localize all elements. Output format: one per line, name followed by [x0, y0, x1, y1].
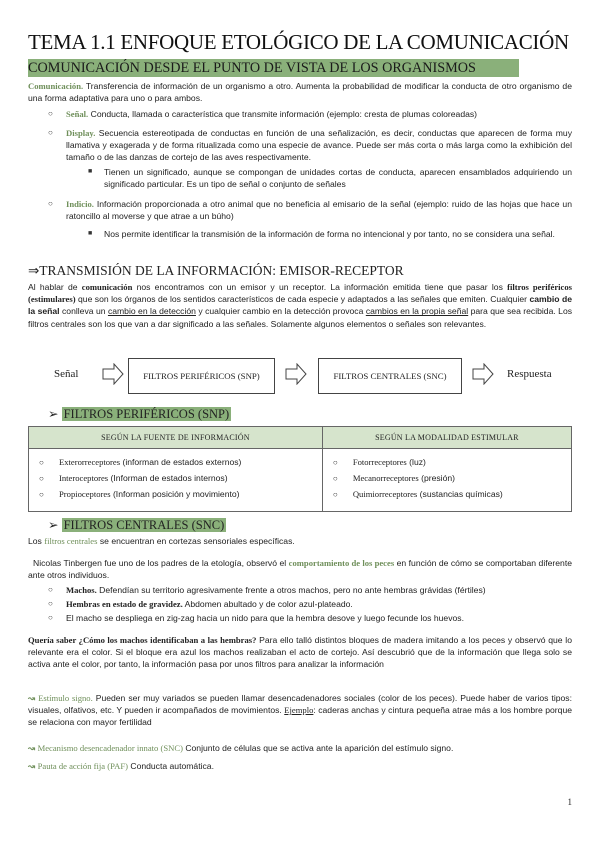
text-run: Conducta automática. — [127, 761, 214, 771]
text-run: Abdomen abultado y de color azul-plateado. — [182, 599, 353, 609]
arrowhead-bullet-icon: ➢ — [48, 518, 59, 532]
display-text: Secuencia estereotipada de conductas en función de una señalización, es decir, conductas que aparecen de forma muy llamativa y exagerada y de forma ritualizada como una especie de avance. Puede ser más corta o más larga como la exhibición del tamaño o de las danzas de cortejo de las aves respectivamente. — [66, 128, 572, 163]
receptor-desc: (luz) — [406, 457, 426, 467]
list-item — [39, 487, 322, 503]
table-header: SEGÚN LA FUENTE DE INFORMACIÓN — [29, 427, 323, 449]
circle-bullet-icon: ○ — [48, 199, 53, 208]
flow-start-label: Señal — [54, 368, 79, 380]
display-sub-item: Tienen un significado, aunque se compongan de unidades cortas de conducta, aparecen ensamblados adquiriendo un significado particular. Es un tipo de señal o conjunto de señales — [104, 167, 572, 190]
page-number: 1 — [567, 797, 572, 807]
paf-term: Pauta de acción fija (PAF) — [37, 761, 128, 771]
circle-bullet-icon: ○ — [39, 489, 44, 499]
bullet-zigzag — [66, 612, 572, 624]
receptor-name: Quimiorreceptores — [352, 488, 418, 499]
bold-run: cambio de la señal — [28, 294, 572, 317]
list-item — [39, 471, 322, 487]
question-paragraph — [28, 634, 572, 671]
bold-run: Hembras en estado de gravidez. — [66, 599, 183, 609]
squiggle-arrow-icon: ↝ — [28, 693, 36, 703]
flow-end-label: Respuesta — [507, 368, 552, 380]
flow-box-snc: FILTROS CENTRALES (SNC) — [318, 358, 462, 394]
table-cell-fuente — [29, 449, 323, 512]
circle-bullet-icon: ○ — [332, 473, 338, 483]
circle-bullet-icon: ○ — [48, 599, 53, 608]
squiggle-arrow-icon: ↝ — [28, 743, 36, 753]
bold-run: filtros periféricos (estimulares) — [28, 282, 573, 305]
text-run: Conjunto de células que se activa ante la aparición del estímulo signo. — [182, 743, 454, 753]
estimulo-paragraph — [28, 692, 572, 729]
text-run: : caderas anchas y cintura pequeña atrae más a los hombre porque se relaciona con mayor fertilidad — [28, 705, 573, 728]
list-item — [333, 487, 571, 503]
display-term: Display. — [66, 128, 96, 138]
underlined-run: cambio en la detección — [107, 306, 196, 317]
bold-run: Machos. — [66, 585, 97, 595]
circle-bullet-icon: ○ — [48, 128, 53, 137]
receptor-desc: (presión) — [418, 472, 455, 483]
text-run: Pueden ser muy variados se pueden llamar desencadenadores sociales (color de los peces). Puede haber de varios tipos: visuales, olfativos, etc. Y pueden ir acompañados de movimientos. — [28, 693, 572, 716]
receptor-name: Interoceptores — [59, 472, 109, 483]
text-run: para que sea recibida. Los filtros centrales son los que van a dar significado a las señales. Solamente algunos elementos o señales son relevantes. — [28, 306, 573, 329]
indicio-item — [66, 198, 572, 222]
circle-bullet-icon: ○ — [48, 613, 53, 622]
bold-run: comunicación — [81, 282, 133, 292]
indicio-term: Indicio. — [66, 199, 94, 209]
circle-bullet-icon: ○ — [39, 458, 44, 467]
senal-term: Señal. — [66, 109, 89, 119]
square-bullet-icon: ■ — [88, 230, 93, 237]
comunicacion-text: Transferencia de información de un organismo a otro. Aumenta la probabilidad de modificar la conducta de otro organismo de una forma adaptativa para uno o para ambos. — [28, 81, 572, 104]
text-run: que son los órganos de los sentidos característicos de cada especie y adaptados a las señales que emiten. Cualquier — [75, 294, 530, 305]
circle-bullet-icon: ○ — [39, 473, 44, 483]
receptor-name: Fotorreceptores — [352, 457, 407, 467]
table-cell-modalidad — [322, 449, 571, 512]
text-run: Al hablar de — [28, 282, 82, 292]
circle-bullet-icon: ○ — [332, 458, 338, 467]
receptor-desc: (informan de estados externos) — [120, 457, 242, 467]
receptor-desc: (Informan posición y movimiento) — [110, 488, 240, 499]
transmision-paragraph — [28, 281, 572, 330]
filters-table — [28, 426, 572, 512]
text-run: Defendían su territorio agresivamente frente a otros machos, pero no ante hembras grávidas (fértiles) — [96, 585, 486, 595]
highlight-run: filtros centrales — [44, 536, 98, 546]
estimulo-term: Estímulo signo. — [38, 693, 93, 703]
section-subtitle: COMUNICACIÓN DESDE EL PUNTO DE VISTA DE LOS ORGANISMOS — [28, 59, 519, 77]
indicio-sub-item: Nos permite identificar la transmisión de la información de forma no intencional y por tanto, no se considera una señal. — [104, 229, 555, 239]
text-run: El macho se despliega en zig-zag hacia un nido para que la hembra desove y luego fecunde los huevos. — [66, 613, 464, 623]
list-item — [333, 455, 571, 471]
arrow-right-icon — [472, 363, 494, 385]
table-header: SEGÚN LA MODALIDAD ESTIMULAR — [322, 427, 571, 449]
paf-paragraph — [28, 760, 572, 772]
arrow-right-icon — [102, 363, 124, 385]
mecanismo-term: Mecanismo desencadenador innato (SNC) — [37, 743, 183, 753]
receptor-name: Exterorreceptores — [59, 457, 121, 467]
circle-bullet-icon: ○ — [48, 109, 53, 118]
indicio-text: Información proporcionada a otro animal que no beneficia al emisario de la señal (ejemplo: ruido de las hojas que hace un ratoncillo al moverse y que atrae a un búho) — [66, 199, 572, 222]
text-run: se encuentran en cortezas sensoriales específicas. — [97, 536, 295, 546]
display-item — [66, 127, 572, 164]
circle-bullet-icon: ○ — [332, 489, 338, 499]
mecanismo-paragraph — [28, 742, 572, 754]
snc-heading — [48, 517, 226, 533]
snc-heading-text: FILTROS CENTRALES (SNC) — [63, 518, 225, 532]
comunicacion-term: Comunicación. — [28, 81, 84, 91]
arrowhead-bullet-icon: ➢ — [48, 407, 59, 421]
senal-text: Conducta, llamada o característica que transmite información (ejemplo: cresta de plumas coloreadas) — [88, 109, 478, 119]
bullet-hembras — [66, 598, 572, 610]
tinbergen-paragraph — [28, 557, 572, 581]
senal-item — [66, 108, 572, 120]
circle-bullet-icon: ○ — [48, 585, 53, 594]
bold-run: Quería saber ¿Cómo los machos identificaban a las hembras? — [28, 635, 257, 645]
receptor-name: Propioceptores — [59, 488, 111, 499]
highlight-run: comportamiento de los peces — [288, 558, 395, 568]
snc-intro — [28, 535, 572, 547]
text-run: nos encontramos con un emisor y un receptor. La información emitida tiene que pasar los — [132, 282, 508, 292]
text-run: conlleva un — [59, 306, 108, 317]
receptor-desc: (sustancias químicas) — [417, 488, 503, 499]
underlined-run: Ejemplo — [284, 705, 314, 716]
text-run: y cualquier cambio en la detección provoca — [195, 306, 366, 317]
snp-heading — [48, 406, 231, 422]
comunicacion-paragraph — [28, 80, 572, 104]
receptor-desc: (Informan de estados internos) — [108, 472, 228, 483]
text-run: Para ello talló distintos bloques de madera imitando a los peces y observó que lo relevante era el color. Si el bloque era azul los machos realizaban el acto de cortejo. Así descubrió que de la información que llega solo se activa ante el color, por tanto, la información pasa por unos filtros para analizar la información — [28, 635, 572, 670]
text-run: Los — [28, 536, 45, 546]
receptor-name: Mecanorreceptores — [352, 472, 419, 483]
text-run: en función de cómo se comportaban diferente ante otros individuos. — [28, 558, 572, 581]
section-heading-transmision: ⇒TRANSMISIÓN DE LA INFORMACIÓN: EMISOR-RECEPTOR — [28, 263, 404, 278]
snp-heading-text: FILTROS PERIFÉRICOS (SNP) — [63, 407, 230, 421]
bullet-machos — [66, 584, 572, 596]
list-item — [333, 471, 571, 487]
page-title: TEMA 1.1 ENFOQUE ETOLÓGICO DE LA COMUNICACIÓN — [28, 30, 569, 54]
list-item — [39, 455, 322, 471]
underlined-run: cambios en la propia señal — [365, 306, 469, 317]
arrow-right-icon — [285, 363, 307, 385]
text-run: Nicolas Tinbergen fue uno de los padres de la etología, observó el — [33, 558, 289, 568]
squiggle-arrow-icon: ↝ — [28, 761, 36, 771]
square-bullet-icon: ■ — [88, 168, 93, 175]
flow-box-snp: FILTROS PERIFÉRICOS (SNP) — [128, 358, 275, 394]
